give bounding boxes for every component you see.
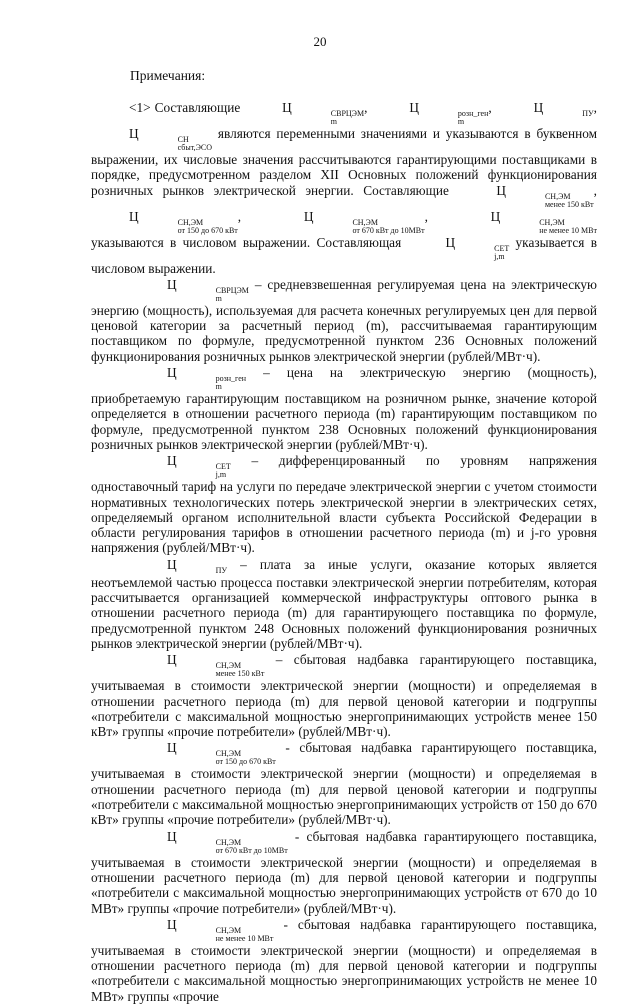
definition-paragraph — [91, 740, 597, 827]
intro-text-4: указываются в числовом выражении. Составляющая — [91, 234, 402, 250]
def-symbol: Ц СВРЦЭМ m — [167, 276, 249, 303]
definition-paragraph — [91, 365, 597, 452]
definition-text: - сбытовая надбавка гарантирующего поставщика, учитываемая в стоимости электрической энергии (мощности) и определяемая в отношении расчетного периода (m) для первой ценовой категории и подгруппы «потребители с максимальной мощностью энергопринимающих устройств не менее 10 МВт» группы «прочие — [91, 916, 597, 1004]
definition-paragraph — [91, 652, 597, 739]
definition-text: – сбытовая надбавка гарантирующего поставщика, учитываемая в стоимости электрической энергии (мощности) и определяемая в отношении расчетного периода (m) для первой ценовой категории и подгруппы «потребители с максимальной мощностью энергопринимающих устройств менее 150 кВт» группы «прочие потребители» (рублей/МВт·ч). — [91, 652, 597, 740]
definition-paragraph — [91, 453, 597, 555]
definition-text: – дифференцированный по уровням напряжения одноставочный тариф на услуги по передаче электрической энергии с учетом стоимости нормативных технологических потерь электрической энергии в электрических сетях, определяемый органом исполнительной власти субъекта Российской Федерации в области регулирования тарифов в отношении расчетного периода (m) и j-го уровня напряжения (рублей/МВт·ч). — [91, 453, 597, 556]
def-symbol: Ц розн_ген m — [167, 365, 247, 392]
def-symbol: Ц СН,ЭМ менее 150 кВт — [167, 652, 265, 679]
def-symbol: Ц СН,ЭМ от 150 до 670 кВт — [167, 740, 276, 767]
var-svrcem: Ц СВРЦЭМ m — [282, 100, 365, 126]
var-pu: Ц ПУ — [533, 100, 594, 118]
intro-text-1: Составляющие — [154, 100, 241, 115]
var-sbyt-eso: Ц СН сбыт,ЭСО — [129, 126, 212, 152]
page-number: 20 — [313, 34, 327, 49]
intro-text-2: являются переменными значениями и указываются в буквенном выражении, их числовые значения рассчитываются гарантирующими поставщиками в порядке, предусмотренном разделом XII Основных положений функционирования розничных рынков электрической энергии. — [91, 126, 598, 198]
var-rozn-gen: Ц розн_ген m — [409, 100, 489, 126]
def-symbol: Ц СН,ЭМ не менее 10 МВт — [167, 916, 274, 943]
var-set: Ц СЕТ j,m — [445, 234, 510, 261]
var-c2: Ц СН,ЭМ от 150 до 670 кВт — [129, 208, 238, 235]
def-symbol: Ц ПУ — [167, 556, 228, 575]
intro-text-3: Составляющие — [363, 182, 449, 198]
intro-text-5: указывается в числовом выражении. — [91, 234, 597, 276]
var-c1: Ц СН,ЭМ менее 150 кВт — [496, 182, 594, 209]
definition-text: - сбытовая надбавка гарантирующего поставщика, учитываемая в стоимости электрической энергии (мощности) и определяемая в отношении расчетного периода (m) для первой ценовой категории и подгруппы «потребители с максимальной мощностью энергопринимающих устройств от 670 до 10 МВт» группы «прочие потребители» (рублей/МВт·ч). — [91, 828, 597, 916]
def-symbol: Ц СЕТ j,m — [167, 453, 231, 480]
intro-paragraph: <1> Составляющие Ц СВРЦЭМ m , Ц розн_ген m , Ц ПУ , Ц СН сбыт,ЭСО являются переменными значениями и указываются в буквенном выражении, их числовые значения рассчитываются гарантирующими поставщиками в порядке, предусмотренном разделом XII Основных положений функционирования розничных рынков электрической энергии. Составляющие Ц СН,ЭМ менее 150 кВт , Ц СН,ЭМ от 150 до 670 кВт , Ц СН,ЭМ от 670 кВт до 10МВт , Ц СН,ЭМ не менее 10 МВт указываются в числовом выражении. Составляющая Ц СЕТ j,m указывается в числовом выражении. — [91, 100, 598, 276]
notes-heading: Примечания: — [130, 68, 206, 83]
definition-paragraph — [91, 917, 597, 1004]
def-symbol: Ц СН,ЭМ от 670 кВт до 10МВт — [167, 828, 288, 855]
definition-paragraph — [91, 829, 597, 916]
document-body — [91, 100, 597, 1005]
note-ref: <1> — [129, 100, 151, 115]
definition-text: – цена на электрическую энергию (мощность), приобретаемую гарантирующим поставщиком на розничном рынке, значение которой определяется в отношении расчетного периода (m) гарантирующим поставщиком по формуле, предусмотренной пунктом 238 Основных положений функционирования розничных рынков электрической энергии (рублей/МВт·ч). — [91, 365, 598, 452]
definition-paragraph — [91, 557, 597, 651]
definition-text: - сбытовая надбавка гарантирующего поставщика, учитываемая в стоимости электрической энергии (мощности) и определяемая в отношении расчетного периода (m) для первой ценовой категории и подгруппы «потребители с максимальной мощностью энергопринимающих устройств от 150 до 670 кВт» группы «прочие потребители» (рублей/МВт·ч). — [91, 740, 597, 828]
var-c3: Ц СН,ЭМ от 670 кВт до 10МВт — [303, 208, 425, 235]
var-c4: Ц СН,ЭМ не менее 10 МВт — [490, 208, 597, 235]
definition-text: – средневзвешенная регулируемая цена на электрическую энергию (мощность), используемая для расчета конечных регулируемых цен для первой ценовой категории за расчетный период (m), рассчитываемая гарантирующим поставщиком по формуле, предусмотренной пунктом 236 Основных положений функционирования розничных рынков электрической энергии (рублей/МВт·ч). — [91, 276, 597, 364]
definition-paragraph — [91, 277, 597, 364]
definition-text: – плата за иные услуги, оказание которых является неотъемлемой частью процесса поставки электрической энергии потребителям, которая рассчитывается организацией коммерческой инфраструктуры оптового рынка в отношении расчетного периода (m) для гарантирующего поставщика по формуле, предусмотренной пунктом 248 Основных положений функционирования розничных рынков электрической энергии (рублей/МВт·ч). — [91, 556, 597, 651]
